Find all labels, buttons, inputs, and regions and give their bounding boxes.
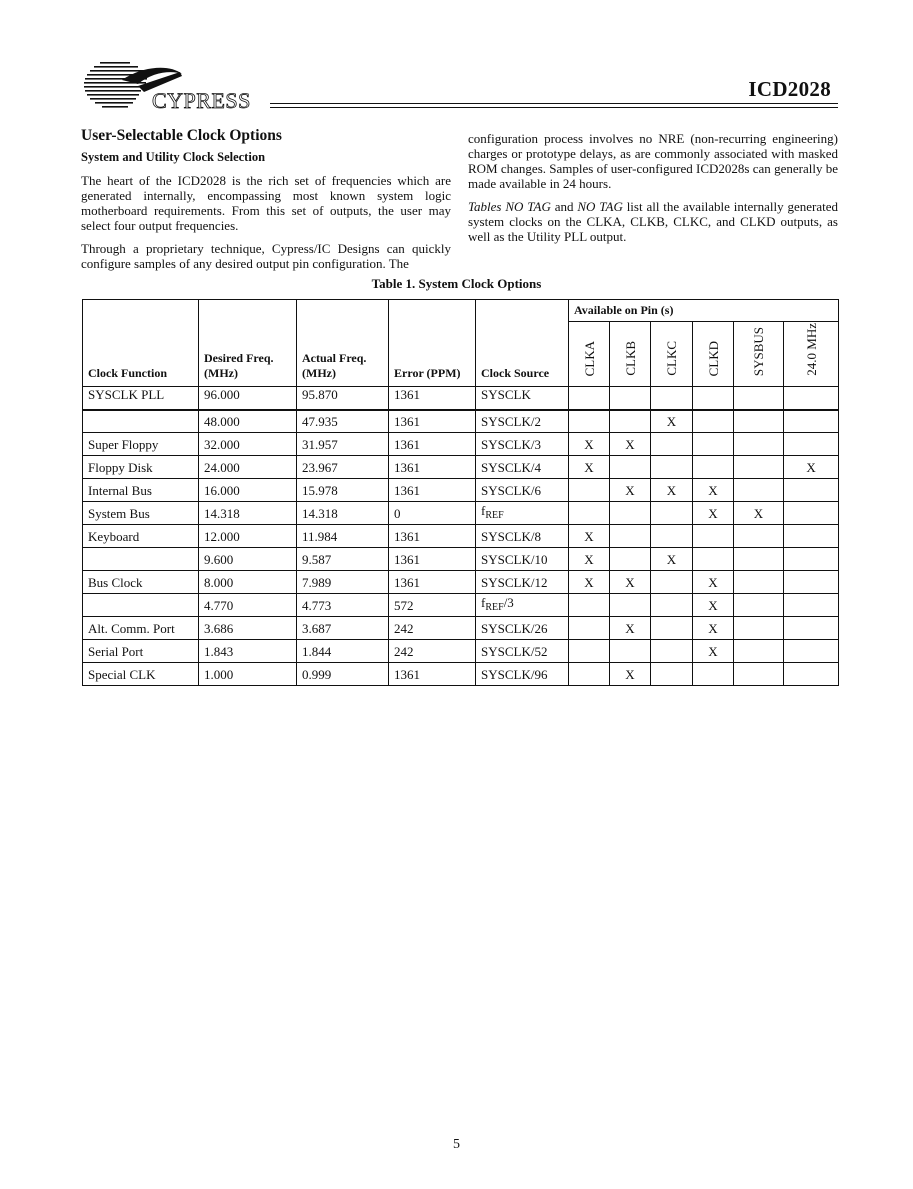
header-available-on-pin: Available on Pin (s): [569, 300, 839, 322]
cell-desired-freq: 14.318: [199, 502, 297, 525]
table-row: [83, 502, 839, 525]
cell-actual-freq: 14.318: [297, 502, 389, 525]
cell-clock-source: SYSCLK/96: [476, 663, 569, 686]
cell-desired-freq: 12.000: [199, 525, 297, 548]
cell-pin-mark: [610, 502, 651, 525]
cell-pin-mark: [569, 594, 610, 617]
cell-clock-function: Keyboard: [83, 525, 199, 548]
cell-pin-mark: X: [569, 433, 610, 456]
left-paragraph-1: The heart of the ICD2028 is the rich set of frequencies which are generated internally, encompassing most known system logic motherboard requirements. From this set of outputs, the user may select four output frequencies.: [81, 173, 451, 233]
reference-connector: and: [550, 199, 578, 214]
page-number: 5: [453, 1137, 460, 1152]
header-pin-clkb: [610, 322, 651, 387]
logo-wordmark: CYPRESS: [152, 88, 251, 113]
left-column: [81, 128, 451, 279]
cell-pin-mark: [651, 387, 693, 410]
cell-clock-source: [476, 502, 569, 525]
cell-pin-mark: X: [693, 594, 734, 617]
cypress-logo: [82, 58, 264, 116]
cell-clock-function: [83, 548, 199, 571]
table-row: [83, 663, 839, 686]
cell-pin-mark: [734, 548, 784, 571]
cell-pin-mark: [693, 456, 734, 479]
cell-pin-mark: [651, 571, 693, 594]
cell-error: 1361: [389, 410, 476, 433]
cell-pin-mark: [784, 387, 839, 410]
cell-clock-source: SYSCLK/4: [476, 456, 569, 479]
header-clock-source: Clock Source: [476, 300, 569, 387]
pin-label: CLKA: [581, 340, 597, 376]
cell-pin-mark: X: [693, 617, 734, 640]
cell-pin-mark: [651, 502, 693, 525]
header-pin-sysbus: [734, 322, 784, 387]
cell-clock-function: Super Floppy: [83, 433, 199, 456]
right-paragraph-2: [468, 199, 838, 244]
cell-clock-function: Internal Bus: [83, 479, 199, 502]
cell-actual-freq: 9.587: [297, 548, 389, 571]
source-symbol: f: [481, 595, 486, 610]
cell-pin-mark: [784, 640, 839, 663]
system-clock-options-table: [82, 299, 839, 686]
cell-pin-mark: [784, 479, 839, 502]
cell-clock-source: SYSCLK/52: [476, 640, 569, 663]
cell-desired-freq: 1.843: [199, 640, 297, 663]
subsection-title: System and Utility Clock Selection: [81, 150, 266, 164]
cell-pin-mark: X: [569, 456, 610, 479]
cell-desired-freq: 3.686: [199, 617, 297, 640]
cell-actual-freq: 95.870: [297, 387, 389, 410]
cell-pin-mark: X: [693, 571, 734, 594]
cell-clock-source: SYSCLK/2: [476, 410, 569, 433]
cell-clock-source: SYSCLK/6: [476, 479, 569, 502]
table-row: [83, 548, 839, 571]
cell-actual-freq: 1.844: [297, 640, 389, 663]
cell-pin-mark: X: [610, 479, 651, 502]
cell-error: 1361: [389, 525, 476, 548]
cell-pin-mark: [651, 663, 693, 686]
cell-pin-mark: [569, 640, 610, 663]
cell-pin-mark: X: [569, 525, 610, 548]
header-pin-24mhz: [784, 322, 839, 387]
left-paragraph-2: Through a proprietary technique, Cypress/IC Designs can quickly configure samples of any desired output pin configuration. The: [81, 241, 451, 271]
header-error: Error (PPM): [389, 300, 476, 387]
cell-pin-mark: X: [651, 410, 693, 433]
table-reference-1: Tables NO TAG: [468, 199, 551, 214]
cell-clock-function: Serial Port: [83, 640, 199, 663]
cell-pin-mark: [651, 525, 693, 548]
cell-clock-source: SYSCLK: [476, 387, 569, 410]
right-paragraph-2-text: list all the available internally generated system clocks on the CLKA, CLKB, CLKC, and CLKD outputs, as well as the Utility PLL output.: [468, 199, 838, 244]
cell-pin-mark: [734, 594, 784, 617]
cell-pin-mark: [784, 502, 839, 525]
cell-pin-mark: [734, 387, 784, 410]
cell-clock-function: Floppy Disk: [83, 456, 199, 479]
cell-clock-source: SYSCLK/3: [476, 433, 569, 456]
cell-pin-mark: [734, 433, 784, 456]
cell-pin-mark: [693, 433, 734, 456]
cell-desired-freq: 48.000: [199, 410, 297, 433]
cell-desired-freq: 16.000: [199, 479, 297, 502]
cell-actual-freq: 15.978: [297, 479, 389, 502]
table-row: [83, 433, 839, 456]
cell-pin-mark: [610, 387, 651, 410]
pin-label: CLKC: [664, 341, 679, 376]
cell-pin-mark: [784, 571, 839, 594]
cell-clock-function: Bus Clock: [83, 571, 199, 594]
cell-pin-mark: X: [693, 640, 734, 663]
cell-pin-mark: X: [569, 571, 610, 594]
cell-clock-source: SYSCLK/12: [476, 571, 569, 594]
cell-actual-freq: 23.967: [297, 456, 389, 479]
table-body: [83, 387, 839, 686]
table-row: [83, 571, 839, 594]
table-row: [83, 410, 839, 433]
cell-pin-mark: X: [784, 456, 839, 479]
cell-pin-mark: [569, 387, 610, 410]
cell-actual-freq: 47.935: [297, 410, 389, 433]
cell-clock-function: Alt. Comm. Port: [83, 617, 199, 640]
cell-pin-mark: [734, 456, 784, 479]
header-pin-clkc: [651, 322, 693, 387]
cell-pin-mark: [784, 433, 839, 456]
cell-pin-mark: [784, 525, 839, 548]
cell-pin-mark: [693, 410, 734, 433]
cell-pin-mark: X: [651, 548, 693, 571]
cell-error: 0: [389, 502, 476, 525]
cell-pin-mark: X: [569, 548, 610, 571]
table-row: [83, 640, 839, 663]
cell-pin-mark: X: [651, 479, 693, 502]
source-symbol: f: [481, 503, 486, 518]
cell-pin-mark: [651, 594, 693, 617]
cell-error: 1361: [389, 479, 476, 502]
cell-pin-mark: [651, 433, 693, 456]
cell-pin-mark: X: [610, 433, 651, 456]
cell-pin-mark: [784, 410, 839, 433]
header-pin-clka: [569, 322, 610, 387]
cell-clock-function: SYSCLK PLL: [83, 387, 199, 410]
cell-desired-freq: 32.000: [199, 433, 297, 456]
cell-desired-freq: 8.000: [199, 571, 297, 594]
cell-pin-mark: [569, 617, 610, 640]
cypress-logo-icon: [82, 58, 264, 116]
cell-pin-mark: X: [610, 617, 651, 640]
cell-clock-source: [476, 594, 569, 617]
cell-pin-mark: [610, 525, 651, 548]
header-actual-freq: Actual Freq. (MHz): [297, 300, 389, 387]
cell-pin-mark: [734, 525, 784, 548]
cell-pin-mark: [569, 479, 610, 502]
pin-label: CLKB: [622, 341, 638, 376]
cell-actual-freq: 7.989: [297, 571, 389, 594]
cell-pin-mark: [651, 617, 693, 640]
cell-pin-mark: [784, 663, 839, 686]
cell-pin-mark: [610, 410, 651, 433]
table-reference-2: NO TAG: [577, 199, 623, 214]
cell-error: 1361: [389, 387, 476, 410]
cell-pin-mark: [610, 548, 651, 571]
pin-label: CLKD: [705, 340, 721, 376]
cell-pin-mark: [693, 663, 734, 686]
cell-pin-mark: [610, 594, 651, 617]
cell-desired-freq: 24.000: [199, 456, 297, 479]
cell-pin-mark: [784, 548, 839, 571]
cell-pin-mark: [734, 617, 784, 640]
pin-label: 24.0 MHz: [803, 323, 819, 376]
cell-pin-mark: X: [610, 663, 651, 686]
cell-error: 1361: [389, 571, 476, 594]
header-desired-freq: Desired Freq. (MHz): [199, 300, 297, 387]
cell-pin-mark: [651, 640, 693, 663]
cell-actual-freq: 3.687: [297, 617, 389, 640]
cell-clock-source: SYSCLK/26: [476, 617, 569, 640]
cell-desired-freq: 1.000: [199, 663, 297, 686]
cell-desired-freq: 96.000: [199, 387, 297, 410]
table-row: [83, 617, 839, 640]
cell-pin-mark: [734, 410, 784, 433]
table-row: [83, 479, 839, 502]
source-subscript: REF: [485, 510, 504, 521]
cell-actual-freq: 0.999: [297, 663, 389, 686]
cell-pin-mark: [569, 410, 610, 433]
table-caption: Table 1. System Clock Options: [371, 276, 542, 291]
cell-clock-source: SYSCLK/8: [476, 525, 569, 548]
table-row: [83, 525, 839, 548]
cell-pin-mark: X: [610, 571, 651, 594]
section-title: User-Selectable Clock Options: [81, 127, 282, 144]
cell-error: 242: [389, 617, 476, 640]
cell-pin-mark: X: [693, 479, 734, 502]
cell-clock-function: System Bus: [83, 502, 199, 525]
right-column: [468, 131, 838, 252]
right-paragraph-1: configuration process involves no NRE (non-recurring engineering) charges or prototype delays, as are commonly associated with masked ROM changes. Samples of user-configured ICD2028s can generally be made available in 24 hours.: [468, 131, 838, 191]
header-pin-clkd: [693, 322, 734, 387]
cell-error: 242: [389, 640, 476, 663]
cell-pin-mark: [734, 571, 784, 594]
cell-error: 1361: [389, 548, 476, 571]
cell-clock-source: SYSCLK/10: [476, 548, 569, 571]
cell-desired-freq: 4.770: [199, 594, 297, 617]
document-id: ICD2028: [748, 77, 831, 101]
cell-pin-mark: [693, 387, 734, 410]
cell-error: 1361: [389, 663, 476, 686]
cell-pin-mark: [734, 663, 784, 686]
cell-pin-mark: [569, 663, 610, 686]
cell-pin-mark: [693, 525, 734, 548]
cell-error: 1361: [389, 433, 476, 456]
source-divisor: /3: [503, 595, 514, 610]
cell-clock-function: [83, 594, 199, 617]
cell-pin-mark: [784, 617, 839, 640]
cell-pin-mark: X: [734, 502, 784, 525]
cell-error: 1361: [389, 456, 476, 479]
cell-actual-freq: 31.957: [297, 433, 389, 456]
table-row: [83, 456, 839, 479]
cell-pin-mark: [651, 456, 693, 479]
cell-error: 572: [389, 594, 476, 617]
cell-desired-freq: 9.600: [199, 548, 297, 571]
cell-clock-function: [83, 410, 199, 433]
pin-label: SYSBUS: [751, 326, 766, 376]
header-clock-function: Clock Function: [83, 300, 199, 387]
cell-actual-freq: 11.984: [297, 525, 389, 548]
cell-pin-mark: [784, 594, 839, 617]
cell-pin-mark: [569, 502, 610, 525]
cell-pin-mark: [693, 548, 734, 571]
table-row: [83, 594, 839, 617]
cell-pin-mark: [610, 456, 651, 479]
table-row: [83, 387, 839, 410]
cell-pin-mark: [734, 640, 784, 663]
source-subscript: REF: [485, 602, 504, 613]
cell-actual-freq: 4.773: [297, 594, 389, 617]
cell-clock-function: Special CLK: [83, 663, 199, 686]
header-rule: [270, 103, 838, 108]
cell-pin-mark: [610, 640, 651, 663]
cell-pin-mark: X: [693, 502, 734, 525]
cell-pin-mark: [734, 479, 784, 502]
